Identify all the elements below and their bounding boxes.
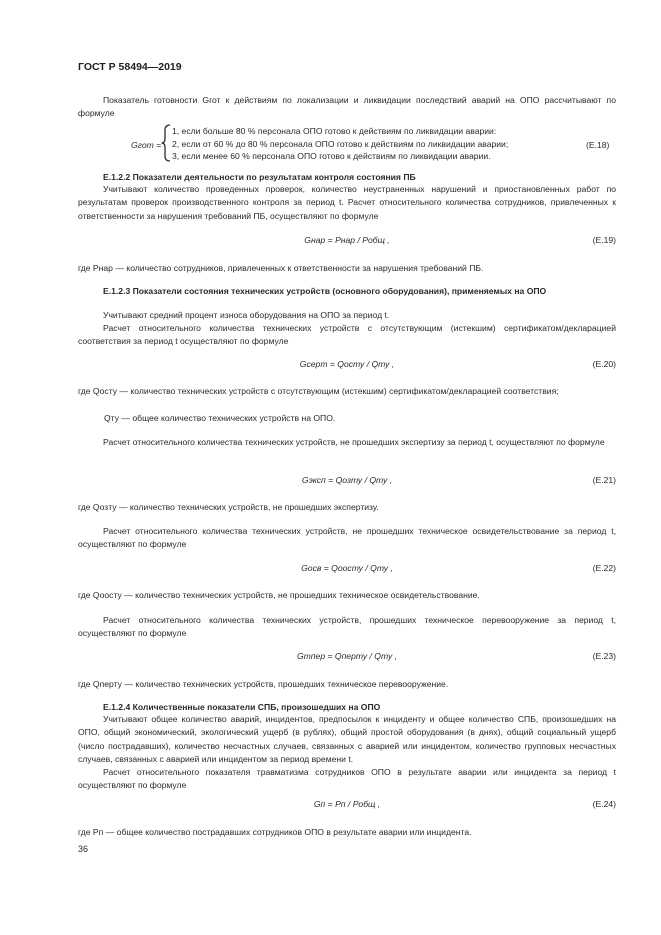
section-heading-1222: Е.1.2.2 Показатели деятельности по результатам контроля состояния ПБ (103, 172, 416, 182)
section-1223-paragraph-1: Учитывают средний процент износа оборудования на ОПО за период t. (103, 310, 390, 320)
eq22-number: (Е.22) (592, 563, 616, 573)
where-e19: где Pнар — количество сотрудников, привлеченных к ответственности за нарушения требований ПБ. (78, 263, 484, 273)
section-1223-paragraph-2: Расчет относительного количества технических устройств с отсутствующим (истекшим) сертификатом/декларацией соответствия за период t осуществляют по формуле (78, 323, 616, 347)
section-1224-paragraph-2: Расчет относительного показателя травматизма сотрудников ОПО в результате аварии или инцидента за период t осуществляют по формуле (78, 767, 616, 791)
section-heading-1224: Е.1.2.4 Количественные показатели СПБ, произошедших на ОПО (103, 702, 381, 712)
eq18-case-1: 1, если больше 80 % персонала ОПО готово к действиям по ликвидации аварии: (172, 126, 497, 136)
where-e20-b: Qту — общее количество технических устройств на ОПО. (104, 413, 336, 423)
brace-icon (161, 124, 171, 162)
eq23-formula: Gтпер = Qперту / Qту , (296, 651, 398, 661)
eq23-number: (Е.23) (592, 651, 616, 661)
eq18-cases (172, 125, 508, 163)
eq24-formula: Gп = Pп / Pобщ , (313, 799, 381, 809)
eq19-number: (Е.19) (592, 235, 616, 245)
paragraph-e22: Расчет относительного количества технических устройств, не прошедших техническое освидетельствование за период t, осуществляют по формуле (78, 526, 616, 550)
eq18-label: Gгот = (131, 140, 162, 150)
eq19-formula: Gнар = Pнар / Pобщ , (304, 235, 390, 245)
section-heading-1223: Е.1.2.3 Показатели состояния технических устройств (основного оборудования), применяемых на ОПО (103, 286, 547, 296)
document-header: ГОСТ Р 58494—2019 (78, 61, 182, 73)
equation-e22 (78, 562, 616, 576)
section-1222-paragraph: Учитывают количество проведенных проверок, количество неустраненных нарушений и приостановленных работ по результатам проверок производственного контроля за период t. Расчет относительного количества сотрудников, привлеченных к ответственности за нарушения требований ПБ, осуществляют по формуле (78, 184, 616, 221)
paragraph-e21: Расчет относительного количества технических устройств, не прошедших экспертизу за период t, осуществляют по формуле (103, 437, 605, 447)
eq24-number: (Е.24) (592, 799, 616, 809)
where-e23: где Qперту — количество технических устройств, прошедших техническое перевооружение. (78, 679, 449, 689)
eq21-number: (Е.21) (592, 475, 616, 485)
equation-e24 (78, 798, 616, 812)
equation-e19 (78, 234, 616, 248)
paragraph-e23: Расчет относительного количества технических устройств, прошедших техническое перевооружение за период t, осуществляют по формуле (78, 615, 616, 639)
equation-e20 (78, 358, 616, 372)
eq20-formula: Gсерт = Qосту / Qту , (299, 359, 395, 369)
section-1224-paragraph-1: Учитывают общее количество аварий, инцидентов, предпосылок к инциденту и общее количество СПБ, произошедших на ОПО, общий экономический, экологический ущерб (в рублях), общий простой оборудования (в днях), общий социальный ущерб (число пострадавших), количество несчастных случаев, связанных с аварией или инцидентом, количество групповых несчастных случаев, связанных с аварией или инцидентом за период времени t. (78, 714, 616, 765)
equation-e21 (78, 474, 616, 488)
page-number: 36 (78, 844, 89, 854)
intro-paragraph (78, 94, 616, 121)
where-e22: где Qоосту — количество технических устройств, не прошедших техническое освидетельствование. (78, 590, 480, 600)
eq21-formula: Gэксп = Qозту / Qту , (301, 475, 393, 485)
equation-e23 (78, 650, 616, 664)
eq18-case-3: 3, если менее 60 % персонала ОПО готово к действиям по ликвидации аварии. (172, 151, 491, 162)
intro-text: Показатель готовности Gгот к действиям по локализации и ликвидации последствий аварий на ОПО рассчитывают по формуле (78, 95, 616, 119)
eq18-number: (Е.18) (586, 140, 610, 150)
where-e24: где Pп — общее количество пострадавших сотрудников ОПО в результате аварии или инцидента. (78, 827, 472, 837)
eq22-formula: Gосв = Qоосту / Qту , (301, 563, 393, 573)
eq20-number: (Е.20) (592, 359, 616, 369)
eq18-case-2: 2, если от 60 % до 80 % персонала ОПО готово к действиям по ликвидации аварии; (172, 138, 509, 149)
where-e21: где Qозту — количество технических устройств, не прошедших экспертизу. (78, 502, 379, 512)
where-e20-a: где Qосту — количество технических устройств с отсутствующим (истекшим) сертификатом/декларацией соответствия; (78, 386, 559, 396)
